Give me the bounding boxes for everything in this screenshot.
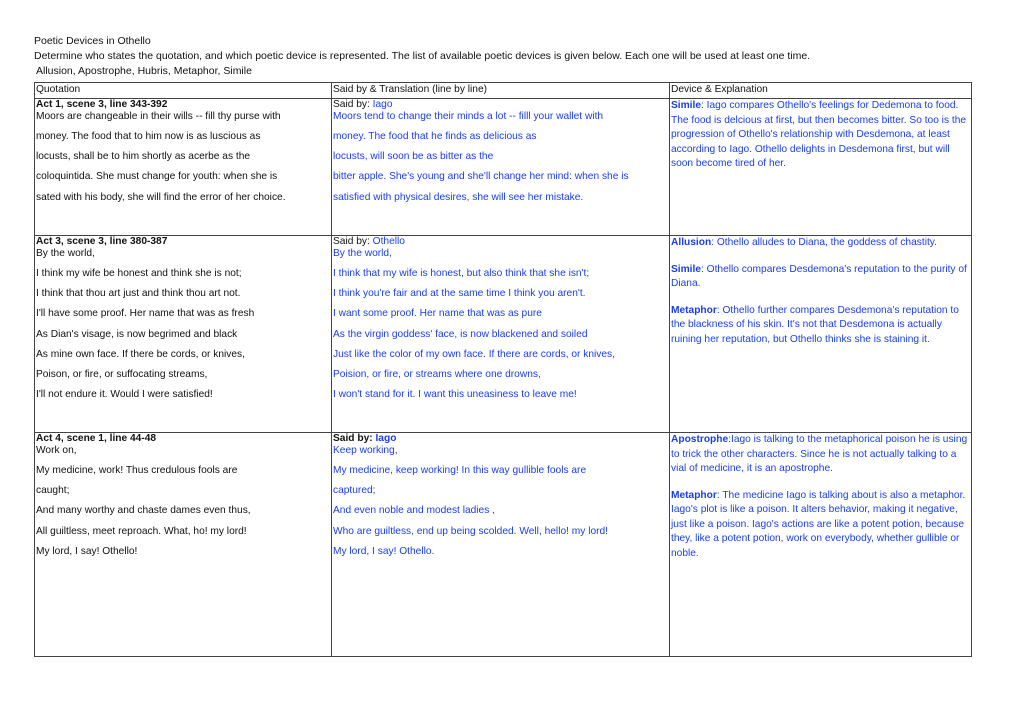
table-row (35, 433, 972, 657)
translation-line: locusts, will soon be as bitter as the (333, 151, 494, 163)
explanation-text: :Iago is talking to the metaphorical poison he is using to trick the other characters. Since he is not actually talking to a vial of medicine, it is an apostrophe. (671, 434, 968, 474)
worksheet-header (34, 34, 972, 79)
quote-line: sated with his body, she will find the error of her choice. (36, 191, 286, 203)
device-name: Simile (671, 263, 702, 275)
said-by-label: Said by: (333, 433, 376, 444)
quote-line: Work on, (36, 445, 77, 456)
quote-line: coloquintida. She must change for youth: when she is (36, 171, 278, 183)
explanation-paragraph (671, 236, 970, 251)
quote-line: caught; (36, 485, 70, 497)
col-header-device: Device & Explanation (670, 83, 972, 99)
device-name: Allusion (671, 237, 712, 248)
translation-line: I want some proof. Her name that was as pure (333, 308, 542, 320)
quote-line: I'll not endure it. Would I were satisfied! (36, 389, 213, 401)
col-header-said-by: Said by & Translation (line by line) (332, 83, 670, 99)
said-by (333, 99, 668, 111)
translation-line: Keep working, (333, 445, 398, 456)
quote-line: I'll have some proof. Her name that was as fresh (36, 308, 255, 320)
quote-line: All guiltless, meet reproach. What, ho! my lord! (36, 525, 247, 537)
translation-line: bitter apple. She's young and she'll change her mind: when she is (333, 171, 629, 183)
explanation-text: : Othello compares Desdemona's reputation to the purity of Diana. (671, 263, 967, 289)
explanation-paragraph (671, 489, 970, 562)
quote-line: Poison, or fire, or suffocating streams, (36, 369, 208, 381)
quotation-cell (35, 99, 332, 236)
explanation-paragraph (671, 263, 970, 292)
translation-cell (332, 236, 670, 433)
translation-line: Poision, or fire, or streams where one drowns, (333, 369, 541, 381)
col-header-quotation: Quotation (35, 83, 332, 99)
translation-line: My lord, I say! Othello. (333, 545, 435, 557)
instructions: Determine who states the quotation, and which poetic device is represented. The list of available poetic devices is given below. Each one will be used at least one time. (34, 50, 811, 62)
explanation-paragraph (671, 433, 970, 477)
translation-line: I think you're fair and at the same time I think you aren't. (333, 288, 586, 300)
translation-line: I think that my wife is honest, but also think that she isn't; (333, 268, 590, 279)
quote-line: My lord, I say! Othello! (36, 545, 138, 557)
quote-line: As mine own face. If there be cords, or knives, (36, 348, 245, 360)
translation-cell (332, 433, 670, 657)
translation-line: money. The food that he finds as delicious as (333, 131, 537, 142)
quote-line: I think that thou art just and think thou art not. (36, 288, 241, 300)
quotation-cell (35, 236, 332, 433)
explanation-text: : Othello alludes to Diana, the goddess of chastity. (711, 237, 937, 248)
said-by-label: Said by: (333, 99, 373, 110)
devices-list: Allusion, Apostrophe, Hubris, Metaphor, Simile (36, 65, 252, 77)
explanation-cell (670, 99, 972, 236)
explanation-cell (670, 236, 972, 433)
devices-table (34, 82, 972, 657)
translation-cell (332, 99, 670, 236)
device-name: Apostrophe (671, 434, 729, 445)
quote-line: My medicine, work! Thus credulous fools are (36, 465, 238, 476)
speaker-name: Othello (372, 236, 405, 247)
translation-line: Moors tend to change their minds a lot -- filll your wallet with (333, 111, 604, 122)
quote-line: locusts, shall be to him shortly as acerbe as the (36, 151, 251, 163)
quote-line: And many worthy and chaste dames even thus, (36, 505, 251, 517)
said-by (333, 433, 668, 445)
speaker-name: Iago (372, 99, 393, 110)
translation-line: My medicine, keep working! In this way gullible fools are (333, 465, 587, 476)
device-name: Metaphor (671, 489, 717, 501)
explanation-text: : Iago compares Othello's feelings for Dedemona to food. The food is delcious at first, but then becomes bitter. So too is the progression of Othello's relationship with Desdemona, at least according to Iago. Othello delights in Desdemona first, but will soon become tired of her. (671, 100, 967, 169)
device-name: Simile (671, 100, 702, 111)
page-title: Poetic Devices in Othello (34, 35, 151, 47)
scene-reference: Act 4, scene 1, line 44-48 (36, 433, 157, 444)
translation-line: Who are guiltless, end up being scolded. Well, hello! my lord! (333, 525, 609, 537)
quote-line: As Dian's visage, is now begrimed and black (36, 328, 238, 340)
quote-line: I think my wife be honest and think she is not; (36, 268, 242, 279)
table-row (35, 236, 972, 433)
explanation-cell (670, 433, 972, 657)
said-by-label: Said by: (333, 236, 373, 247)
explanation-text: : Othello further compares Desdemona's reputation to the blackness of his skin. It's not that Desdemona is actually ruining her reputation, but Othello thinks she is staining it. (671, 304, 959, 345)
scene-reference: Act 1, scene 3, line 343-392 (36, 99, 168, 110)
translation-line: Just like the color of my own face. If there are cords, or knives, (333, 348, 615, 360)
translation-line: I won't stand for it. I want this uneasiness to leave me! (333, 389, 577, 401)
table-header-row (35, 83, 972, 99)
device-name: Metaphor (671, 304, 717, 316)
scene-reference: Act 3, scene 3, line 380-387 (36, 236, 168, 247)
speaker-name: Iago (375, 433, 397, 444)
translation-line: And even noble and modest ladies , (333, 505, 495, 517)
explanation-text: : The medicine Iago is talking about is also a metaphor. Iago's plot is like a poison. It alters behavior, making it negative, just like a poison. Iago's actions are like a potent potion, because they, like a potent potion, work on everybody, whether gullible or noble. (671, 489, 966, 559)
explanation-paragraph (671, 99, 970, 172)
quote-line: By the world, (36, 248, 95, 259)
quotation-cell (35, 433, 332, 657)
table-row (35, 99, 972, 236)
quote-line: money. The food that to him now is as luscious as (36, 131, 261, 142)
said-by (333, 236, 668, 248)
translation-line: As the virgin goddess' face, is now blackened and soiled (333, 328, 588, 340)
translation-line: captured; (333, 485, 376, 497)
quote-line: Moors are changeable in their wills -- fill thy purse with (36, 111, 281, 122)
translation-line: By the world, (333, 248, 392, 259)
translation-line: satisfied with physical desires, she will see her mistake. (333, 191, 584, 203)
explanation-paragraph (671, 304, 970, 348)
